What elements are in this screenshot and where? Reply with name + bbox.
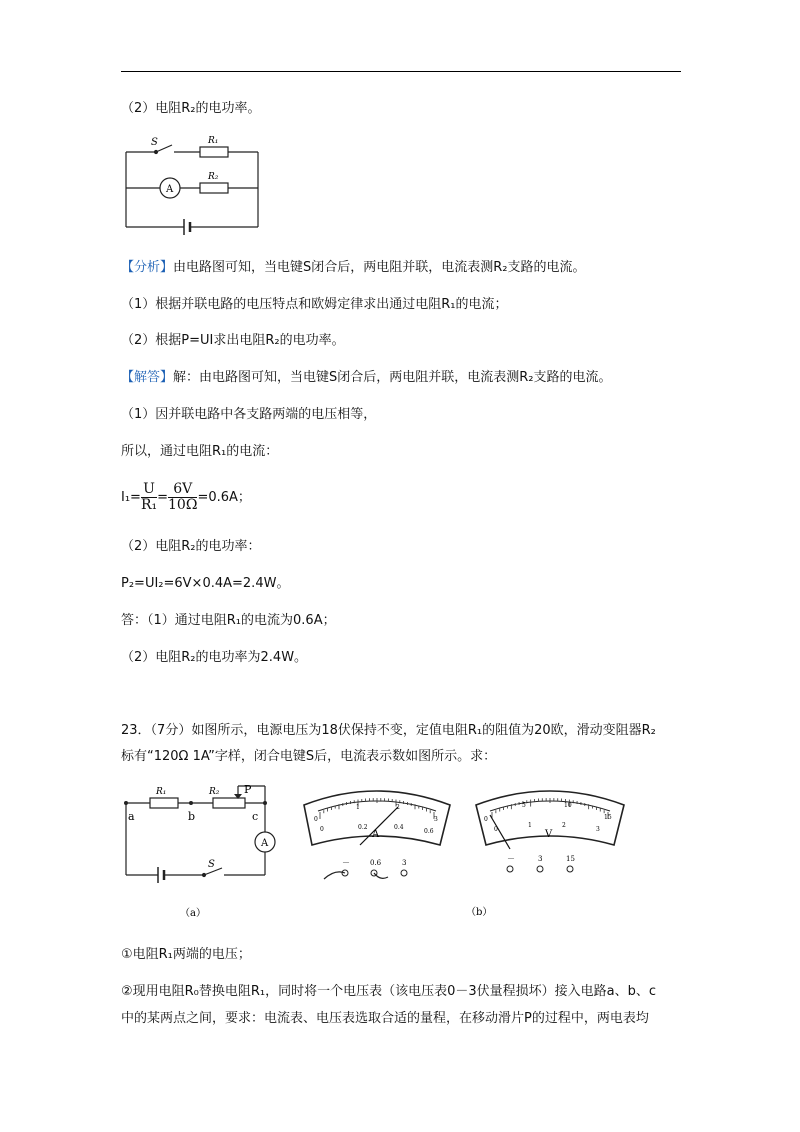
voltmeter-terminal-neg: －: [507, 854, 515, 863]
solution-point-1: （1）因并联电路中各支路两端的电压相等，: [121, 407, 377, 422]
solution-so: 所以，通过电阻R₁的电流：: [121, 444, 279, 459]
ammeter-tick-inner-3: 0.6: [424, 828, 434, 835]
meters-figure-b: [300, 785, 680, 925]
slider-p-label: P: [244, 783, 252, 796]
ammeter-unit: A: [372, 829, 380, 840]
point-b-label: b: [188, 810, 196, 823]
solution-text: 解：由电路图可知，当电键S闭合后，两电阻并联，电流表测R₂支路的电流。: [173, 370, 612, 385]
caption-b: （b）: [466, 907, 493, 918]
fraction-denominator-10ohm: 10Ω: [168, 497, 198, 513]
question-23-sub-1: ①电阻R₁两端的电压；: [121, 947, 251, 962]
answer-2: （2）电阻R₂的电功率为2.4W。: [121, 650, 308, 665]
ammeter-terminal-0-6: 0.6: [370, 859, 382, 867]
ammeter-label: A: [261, 838, 269, 849]
voltmeter-tick-outer-3: 15: [604, 814, 612, 821]
fraction-u-over-r1: [141, 482, 157, 513]
question-23-sub-2-line-2: 中的某两点之间，要求：电流表、电压表选取合适的量程，在移动滑片P的过程中，两电表均: [121, 1011, 649, 1026]
circuit-diagram-1: [118, 132, 268, 237]
current-formula: I₁= $\frac{U}{\text{R₁}}$ = $\frac{6V}{10\Omega}$ =0.6A；: [121, 481, 251, 513]
ammeter-tick-outer-3: 3: [434, 816, 438, 823]
r1-label: R₁: [156, 787, 167, 797]
power-formula: P₂=UI₂=6V×0.4A=2.4W。: [121, 576, 290, 591]
voltmeter-tick-outer-2: 10: [564, 802, 572, 809]
analysis-point-2: （2）根据P=UI求出电阻R₂的电功率。: [121, 333, 345, 348]
point-a-label: a: [128, 810, 135, 823]
voltmeter-dial: [476, 791, 624, 872]
formula-lhs: I₁=: [121, 490, 141, 505]
fraction-numerator-6v: 6V: [168, 482, 197, 498]
switch-label: S: [151, 137, 158, 148]
voltmeter-tick-inner-1: 1: [528, 822, 532, 829]
voltmeter-terminal-3: 3: [538, 855, 543, 863]
ammeter-label: A: [166, 184, 174, 195]
analysis-text: 由电路图可知，当电键S闭合后，两电阻并联，电流表测R₂支路的电流。: [173, 260, 586, 275]
solution-line: [121, 369, 612, 387]
analysis-point-1: （1）根据并联电路的电压特点和欧姆定律求出通过电阻R₁的电流；: [121, 297, 508, 312]
answer-1: 答：（1）通过电阻R₁的电流为0.6A；: [121, 613, 336, 628]
ammeter-tick-inner-1: 0.2: [358, 824, 368, 831]
question-23-line-2: 标有“120Ω 1A”字样，闭合电键S后，电流表示数如图所示。求：: [121, 749, 497, 764]
r2-label: R₂: [209, 787, 220, 797]
caption-a: （a）: [180, 908, 206, 919]
question-2-heading: （2）电阻R₂的电功率。: [121, 101, 261, 116]
voltmeter-tick-inner-2: 2: [562, 822, 566, 829]
voltmeter-tick-inner-0: 0: [494, 826, 498, 833]
question-23-sub-2-line-1: ②现用电阻R₀替换电阻R₁，同时将一个电压表（该电压表0－3伏量程损坏）接入电路a、b、c: [121, 984, 657, 999]
voltmeter-terminal-15: 15: [566, 855, 575, 863]
question-23-line-1: 23．（7分）如图所示，电源电压为18伏保持不变，定值电阻R₁的阻值为20欧，滑动变阻器R₂: [121, 723, 656, 738]
ammeter-tick-outer-1: 1: [356, 804, 360, 811]
ammeter-tick-outer-0: 0: [314, 816, 318, 823]
ammeter-tick-inner-0: 0: [320, 826, 324, 833]
fraction-6v-over-10ohm: [168, 482, 197, 513]
switch-s-label: S: [208, 859, 215, 870]
voltmeter-tick-inner-3: 3: [596, 826, 600, 833]
analysis-line: [121, 259, 586, 277]
ammeter-terminal-3: 3: [402, 859, 407, 867]
resistor-r2-label: R₂: [208, 172, 219, 182]
formula-result: =0.6A；: [197, 490, 251, 505]
ammeter-terminal-neg: －: [342, 858, 350, 867]
point-c-label: c: [252, 810, 259, 823]
solution-point-2: （2）电阻R₂的电功率：: [121, 539, 261, 554]
resistor-r1-label: R₁: [208, 136, 219, 146]
fraction-denominator-r1: R₁: [140, 497, 158, 513]
header-rule: [121, 71, 681, 72]
ammeter-dial: [304, 791, 450, 879]
fraction-numerator-u: U: [141, 482, 157, 498]
analysis-tag: 【分析】: [121, 260, 174, 275]
voltmeter-tick-outer-0: 0: [484, 816, 488, 823]
ammeter-tick-inner-2: 0.4: [394, 824, 404, 831]
voltmeter-tick-outer-1: 5: [522, 802, 526, 809]
voltmeter-unit: V: [545, 829, 553, 840]
ammeter-tick-outer-2: 2: [396, 804, 400, 811]
solution-tag: 【解答】: [121, 370, 174, 385]
circuit-diagram-a: [118, 780, 278, 920]
